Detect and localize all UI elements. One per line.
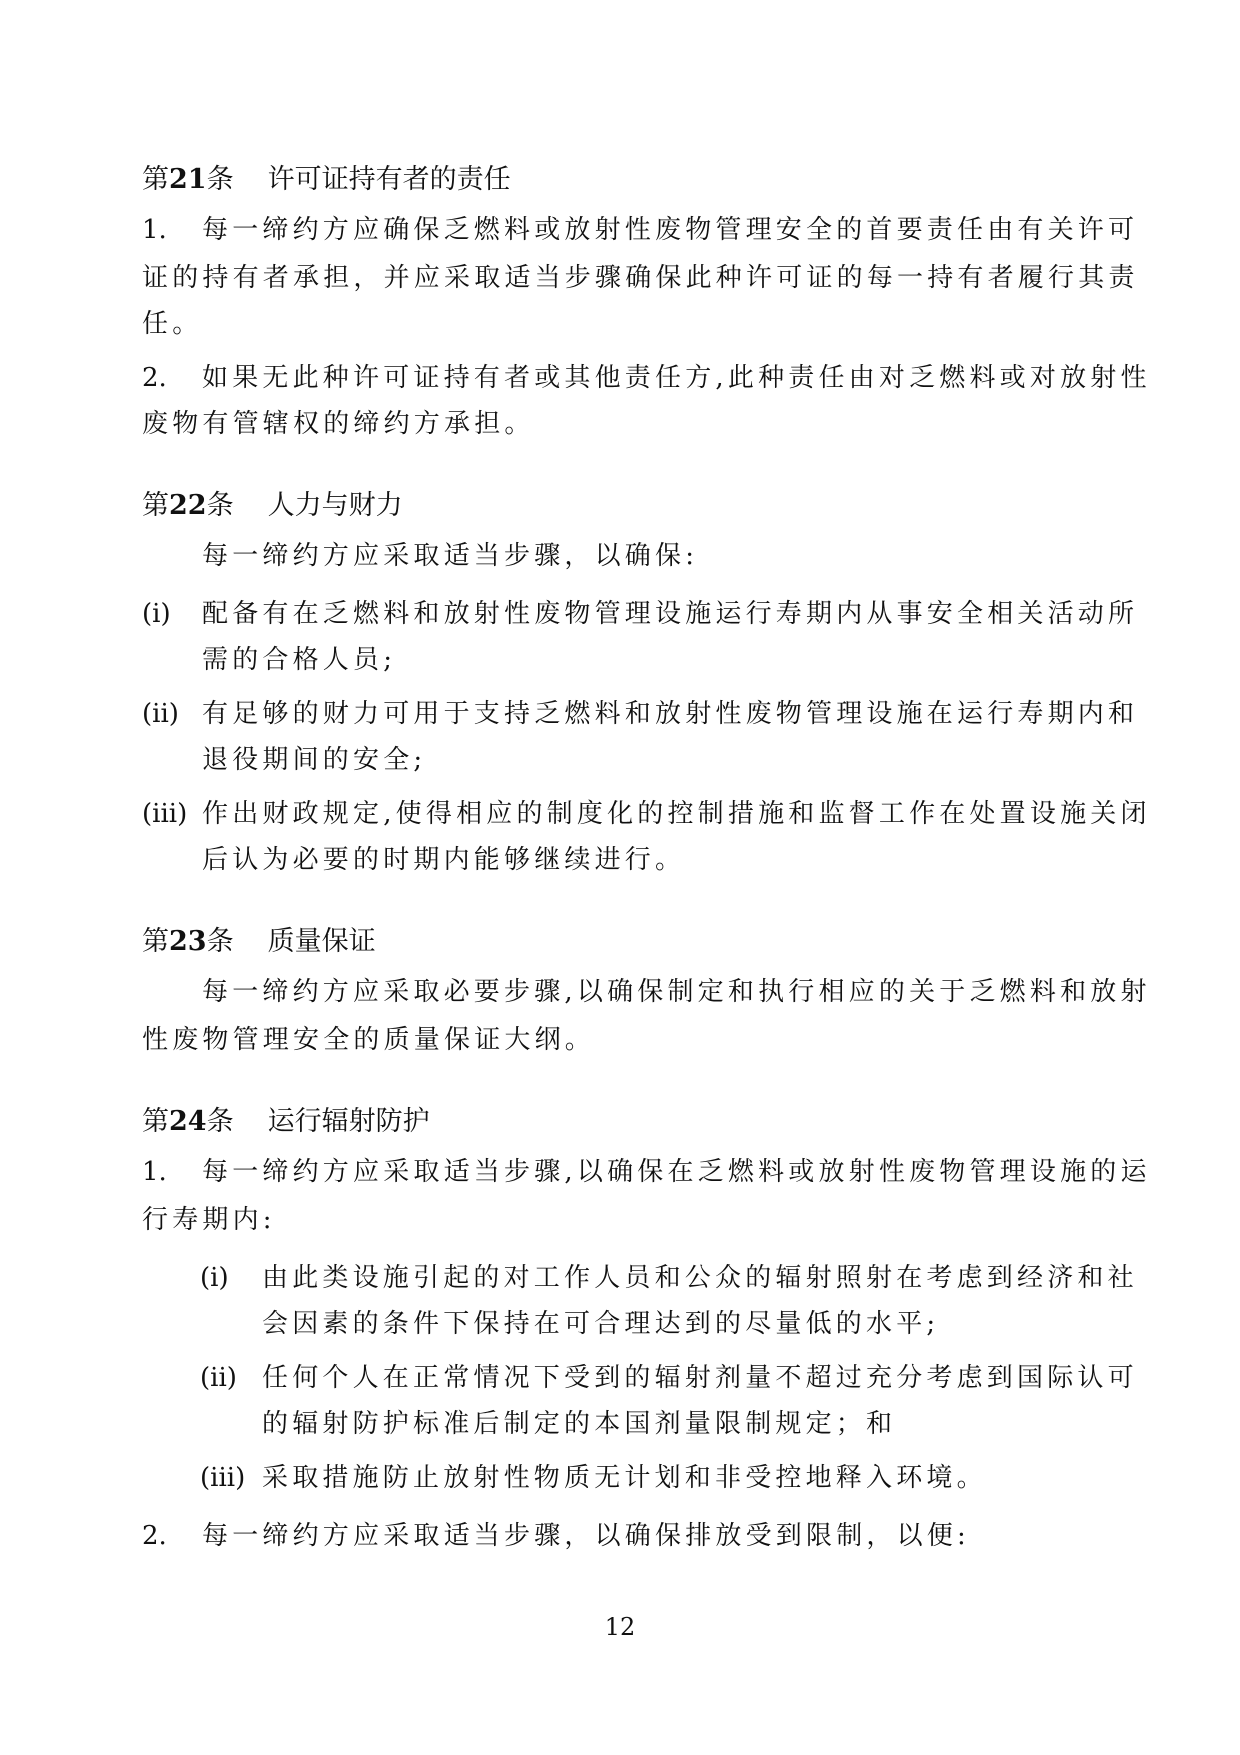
text-line: 有足够的财力可用于支持乏燃料和放射性废物管理设施在运行寿期内和 — [202, 699, 1139, 729]
subitem-marker: (iii) — [200, 1463, 246, 1493]
article-title: 许可证持有者的责任 — [267, 164, 511, 195]
item-marker: (ii) — [142, 699, 179, 729]
paragraph-marker: 2. — [142, 1521, 167, 1551]
text-line: 采取措施防止放射性物质无计划和非受控地释入环境。 — [262, 1463, 987, 1493]
text-line: 证的持有者承担，并应采取适当步骤确保此种许可证的每一持有者履行其责 — [142, 263, 1139, 293]
text-line: 任。 — [142, 309, 203, 339]
item-marker: (iii) — [142, 799, 188, 829]
subitem-marker: (i) — [200, 1263, 229, 1293]
article-number: 第23条 — [142, 926, 234, 957]
subitem-marker: (ii) — [200, 1363, 237, 1393]
text-line: 由此类设施引起的对工作人员和公众的辐射照射在考虑到经济和社 — [262, 1263, 1138, 1293]
article-title: 质量保证 — [267, 926, 376, 957]
text-line: 配备有在乏燃料和放射性废物管理设施运行寿期内从事安全相关活动所 — [202, 599, 1139, 629]
text-line: 后认为必要的时期内能够继续进行。 — [202, 845, 686, 875]
paragraph-marker: 1. — [142, 1157, 167, 1187]
item-marker: (i) — [142, 599, 171, 629]
text-line: 需的合格人员; — [202, 645, 397, 675]
text-line: 的辐射防护标准后制定的本国剂量限制规定；和 — [262, 1409, 897, 1439]
text-line: 性废物管理安全的质量保证大纲。 — [142, 1025, 596, 1055]
paragraph-marker: 1. — [142, 215, 167, 245]
article-24-heading — [142, 1104, 430, 1140]
article-number: 第24条 — [142, 1106, 234, 1137]
article-23-heading — [142, 924, 376, 960]
article-21-heading — [142, 162, 511, 198]
article-number: 第21条 — [142, 164, 234, 195]
text-line: 每一缔约方应确保乏燃料或放射性废物管理安全的首要责任由有关许可 — [202, 215, 1139, 245]
text-line: 退役期间的安全; — [202, 745, 427, 775]
text-line: 废物有管辖权的缔约方承担。 — [142, 409, 535, 439]
paragraph-marker: 2. — [142, 363, 167, 393]
text-line: 作出财政规定,使得相应的制度化的控制措施和监督工作在处置设施关闭 — [202, 799, 1151, 829]
text-line: 如果无此种许可证持有者或其他责任方,此种责任由对乏燃料或对放射性 — [202, 363, 1151, 393]
article-number: 第22条 — [142, 490, 234, 521]
text-line: 每一缔约方应采取适当步骤,以确保在乏燃料或放射性废物管理设施的运 — [202, 1157, 1151, 1187]
text-line: 每一缔约方应采取适当步骤，以确保: — [202, 541, 699, 571]
page-number: 12 — [604, 1613, 636, 1641]
text-line: 任何个人在正常情况下受到的辐射剂量不超过充分考虑到国际认可 — [262, 1363, 1138, 1393]
article-22-heading — [142, 488, 403, 524]
text-line: 会因素的条件下保持在可合理达到的尽量低的水平; — [262, 1309, 940, 1339]
article-title: 人力与财力 — [267, 490, 403, 521]
text-line: 行寿期内: — [142, 1205, 276, 1235]
text-line: 每一缔约方应采取适当步骤，以确保排放受到限制，以便: — [202, 1521, 970, 1551]
text-line: 每一缔约方应采取必要步骤,以确保制定和执行相应的关于乏燃料和放射 — [202, 977, 1151, 1007]
article-title: 运行辐射防护 — [267, 1106, 430, 1137]
